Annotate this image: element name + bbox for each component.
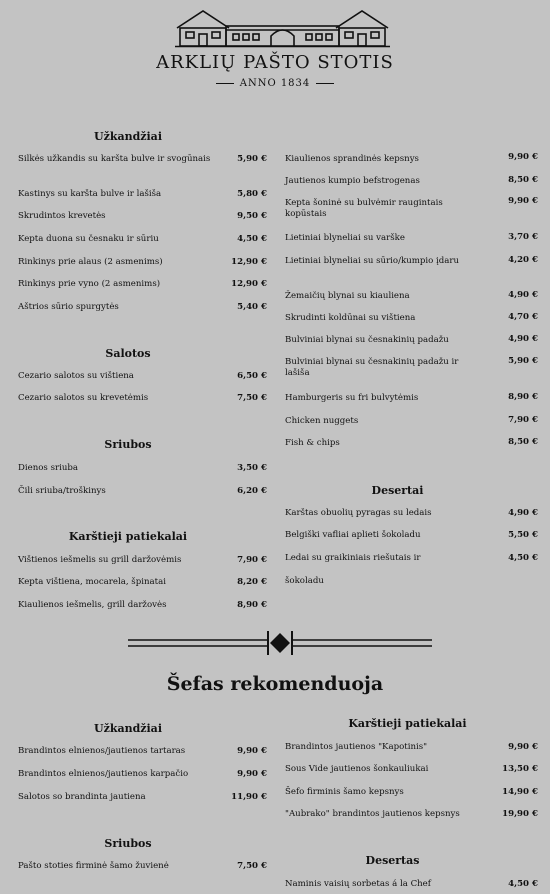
- section-title-sriubos: Sriubos: [104, 438, 152, 451]
- menu-item-price: 7,90 €: [508, 415, 538, 425]
- menu-item-name: Rinkinys prie alaus (2 asmenims): [18, 257, 163, 267]
- menu-item-price: 5,90 €: [508, 356, 538, 366]
- section-title-salotos: Salotos: [105, 347, 151, 360]
- restaurant-name: ARKLIŲ PAŠTO STOTIS: [156, 52, 394, 73]
- menu-item-name: Fish & chips: [285, 438, 340, 448]
- rule-left: [216, 83, 234, 84]
- menu-item-price: 9,90 €: [508, 742, 538, 752]
- chef-recommends-title: Šefas rekomenduoja: [166, 673, 384, 695]
- menu-item-name: Kiaulienos iešmelis, grill daržovės: [18, 600, 167, 610]
- menu-item-price: 6,20 €: [237, 486, 267, 496]
- menu-item-name: Vištienos iešmelis su grill daržovėmis: [18, 555, 182, 565]
- menu-item-price: 8,90 €: [237, 600, 267, 610]
- section-title-chef-karstieji: Karštieji patiekalai: [348, 717, 467, 730]
- menu-item-name: Silkės užkandis su karšta bulve ir svogūnais: [18, 154, 211, 164]
- menu-item-price: 3,70 €: [508, 232, 538, 242]
- menu-item-price: 8,50 €: [508, 437, 538, 447]
- menu-item-price: 7,50 €: [237, 393, 267, 403]
- menu-item-name: Kiaulienos sprandinės kepsnys: [285, 154, 419, 164]
- menu-item-price: 4,90 €: [508, 290, 538, 300]
- menu-item-name: Rinkinys prie vyno (2 asmenims): [18, 279, 161, 289]
- menu-item-price: 13,50 €: [502, 764, 538, 774]
- menu-item-name: Žemaičių blynai su kiauliena: [285, 291, 410, 301]
- menu-item-name: Salotos so brandinta jautiena: [18, 792, 146, 802]
- menu-item-name: Jautienos kumpio befstrogenas: [285, 176, 420, 186]
- menu-item-name: Skrudinti koldūnai su vištiena: [285, 313, 416, 323]
- menu-item-price: 4,20 €: [508, 255, 538, 265]
- menu-item-name: Brandintos jautienos "Kapotinis": [285, 742, 428, 752]
- menu-item-price: 3,50 €: [237, 463, 267, 473]
- menu-item-price: 4,70 €: [508, 312, 538, 322]
- menu-item-name: Kepta duona su česnaku ir sūriu: [18, 234, 159, 244]
- menu-item-price: 9,90 €: [508, 196, 538, 206]
- subtitle-text: ANNO 1834: [239, 78, 311, 89]
- menu-item-name: Kepta šoninė su bulvėmir raugintais kopūstais: [285, 198, 443, 219]
- menu-item-price: 9,90 €: [508, 152, 538, 162]
- menu-item-name: Brandintos elnienos/jautienos karpačio: [18, 769, 189, 779]
- menu-item-price: 5,40 €: [237, 302, 267, 312]
- menu-item-price: 8,20 €: [237, 577, 267, 587]
- menu-item-price: 9,50 €: [237, 211, 267, 221]
- menu-item-name: Lietiniai blyneliai su varške: [285, 233, 405, 243]
- restaurant-subtitle: [0, 78, 550, 89]
- menu-item-price: 4,50 €: [508, 879, 538, 889]
- section-title-karstieji: Karštieji patiekalai: [68, 530, 188, 543]
- section-title-chef-desertas: Desertas: [365, 854, 420, 867]
- menu-item-price: 7,50 €: [237, 861, 267, 871]
- menu-item-name: Bulviniai blynai su česnakinių padažu ir lašiša: [285, 357, 459, 378]
- section-title-chef-sriubos: Sriubos: [104, 837, 152, 850]
- menu-item-name: Skrudintos krevetės: [18, 211, 106, 221]
- menu-item-price: 9,90 €: [237, 746, 267, 756]
- menu-item-name: Dienos sriuba: [18, 463, 79, 473]
- menu-item-price: 8,50 €: [508, 175, 538, 185]
- menu-item-price: 19,90 €: [502, 809, 538, 819]
- ornamental-divider-icon: [128, 628, 432, 658]
- section-title-desertai: Desertai: [371, 484, 424, 497]
- menu-item-name: Bulviniai blynai su česnakinių padažu: [285, 335, 449, 345]
- menu-item-name: Aštrios sūrio spurgytės: [18, 302, 119, 312]
- menu-item-price: 4,50 €: [237, 234, 267, 244]
- menu-item-name: Karštas obuolių pyragas su ledais: [285, 508, 432, 518]
- menu-item-name: Lietiniai blyneliai su sūrio/kumpio įdaru: [285, 256, 460, 266]
- menu-item-name: Kepta vištiena, mocarela, špinatai: [18, 577, 166, 587]
- menu-item-price: 9,90 €: [237, 769, 267, 779]
- section-title-uzkandziai: Užkandžiai: [93, 130, 162, 143]
- menu-item-name: Ledai su graikiniais riešutais ir: [285, 553, 421, 563]
- menu-item-name: Hamburgeris su fri bulvytėmis: [285, 393, 419, 403]
- menu-item-name: Cezario salotos su vištiena: [18, 371, 134, 381]
- section-title-chef-uzkandziai: Užkandžiai: [93, 722, 162, 735]
- menu-item-price: 5,90 €: [237, 154, 267, 164]
- menu-item-price: 14,90 €: [502, 787, 538, 797]
- menu-item-price: 5,50 €: [508, 530, 538, 540]
- menu-item-price: 12,90 €: [231, 279, 267, 289]
- menu-item-name: Šefo firminis šamo kepsnys: [285, 787, 404, 797]
- building-logo-icon: [175, 8, 390, 48]
- menu-item-name: Cezario salotos su krevetėmis: [18, 393, 149, 403]
- menu-item-price: 8,90 €: [508, 392, 538, 402]
- menu-item-price: 4,50 €: [508, 553, 538, 563]
- menu-item-name: Brandintos elnienos/jautienos tartaras: [18, 746, 186, 756]
- menu-item-name: Naminis vaisių sorbetas á la Chef: [285, 879, 431, 889]
- rule-right: [316, 83, 334, 84]
- menu-item-price: 12,90 €: [231, 257, 267, 267]
- menu-item-price: 4,90 €: [508, 508, 538, 518]
- menu-item-price: 5,80 €: [237, 189, 267, 199]
- menu-item-price: 4,90 €: [508, 334, 538, 344]
- menu-item-name: Čili sriuba/troškinys: [18, 486, 106, 496]
- menu-item-name: Sous Vide jautienos šonkauliukai: [285, 764, 429, 774]
- menu-item-name-continued: šokoladu: [285, 576, 324, 586]
- menu-item-name: Pašto stoties firminė šamo žuvienė: [18, 861, 169, 871]
- menu-item-price: 7,90 €: [237, 555, 267, 565]
- menu-item-price: 11,90 €: [231, 792, 267, 802]
- menu-item-name: Kastinys su karšta bulve ir lašiša: [18, 189, 162, 199]
- menu-item-price: 6,50 €: [237, 371, 267, 381]
- menu-item-name: Belgiški vafliai aplieti šokoladu: [285, 530, 421, 540]
- menu-item-name: Chicken nuggets: [285, 416, 359, 426]
- menu-item-name: "Aubrako" brandintos jautienos kepsnys: [285, 809, 460, 819]
